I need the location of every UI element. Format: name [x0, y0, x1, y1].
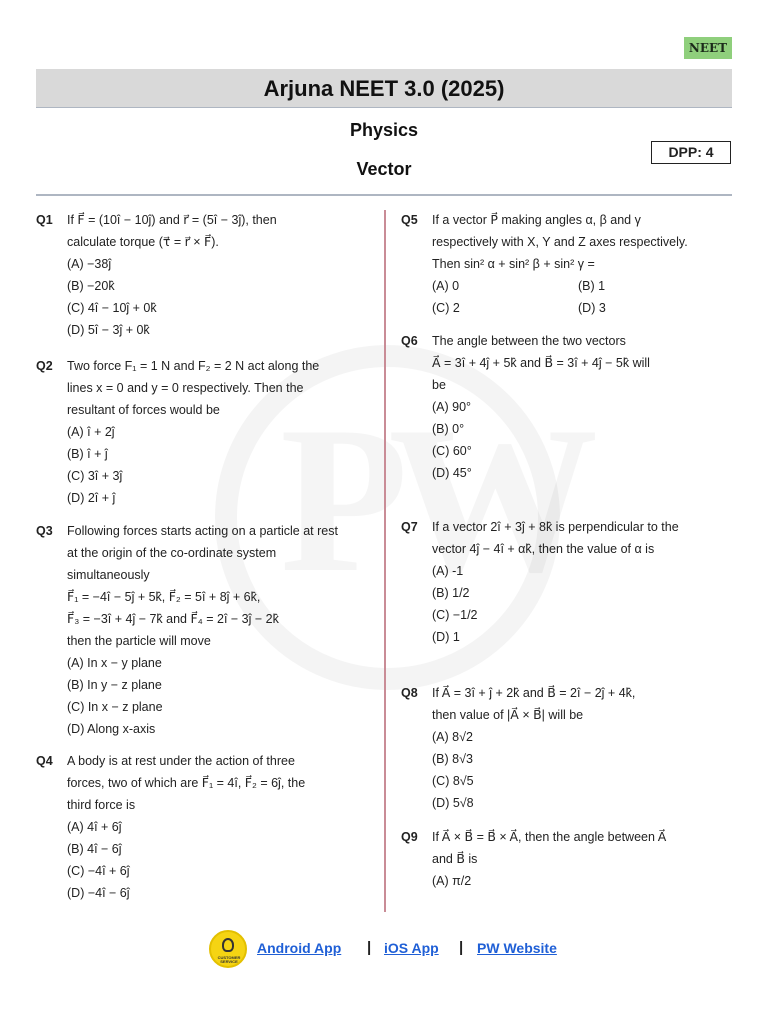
question-number: Q5 [401, 213, 418, 227]
question-text: If A⃗ = 3î + ĵ + 2k̂ and B⃗ = 2î − 2ĵ + 4k̂, [432, 686, 636, 700]
question-text: Following forces starts acting on a particle at rest [67, 524, 338, 538]
question-number: Q2 [36, 359, 53, 373]
question-text: The angle between the two vectors [432, 334, 626, 348]
question-text: F⃗₃ = −3î + 4ĵ − 7k̂ and F⃗₄ = 2î − 3ĵ − 2k̂ [67, 612, 279, 626]
option: (B) 1/2 [432, 586, 470, 600]
option: (B) î + ĵ [67, 447, 108, 461]
option: (B) −20k̂ [67, 279, 115, 293]
option: (B) In y − z plane [67, 678, 162, 692]
option: (D) 5√8 [432, 796, 474, 810]
option: (D) 3 [578, 301, 606, 315]
question-8 [401, 682, 635, 814]
pw-website-link[interactable]: PW Website [477, 940, 557, 956]
question-text: If A⃗ × B⃗ = B⃗ × A⃗, then the angle between A⃗ [432, 830, 667, 844]
option: (C) 4î − 10ĵ + 0k̂ [67, 301, 157, 315]
option: (C) 2 [432, 301, 460, 315]
question-text: and B⃗ is [432, 852, 478, 866]
option: (B) 8√3 [432, 752, 473, 766]
page-title: Arjuna NEET 3.0 (2025) [36, 69, 732, 108]
question-7 [401, 516, 679, 648]
question-text: resultant of forces would be [67, 403, 220, 417]
option: (A) π/2 [432, 874, 472, 888]
option: (A) 90° [432, 400, 472, 414]
question-number: Q6 [401, 334, 418, 348]
question-text: If F⃗ = (10î − 10ĵ) and r⃗ = (5î − 3ĵ), then [67, 213, 277, 227]
customer-service-icon[interactable]: CUSTOMER SERVICE [209, 930, 247, 968]
option: (D) −4î − 6ĵ [67, 886, 130, 900]
option: (D) 2î + ĵ [67, 491, 116, 505]
footer [0, 928, 768, 972]
question-1 [36, 209, 277, 341]
question-text: vector 4ĵ − 4î + αk̂, then the value of α is [432, 542, 655, 556]
option: (A) 8√2 [432, 730, 473, 744]
question-3 [36, 520, 338, 740]
option: (B) 1 [578, 279, 606, 293]
option: (D) Along x-axis [67, 722, 156, 736]
question-text: F⃗₁ = −4î − 5ĵ + 5k̂, F⃗₂ = 5î + 8ĵ + 6k̂, [67, 590, 261, 604]
separator: | [459, 939, 464, 956]
question-text: Then sin² α + sin² β + sin² γ = [432, 257, 595, 271]
chapter-heading: Vector [356, 159, 412, 179]
question-2 [36, 355, 319, 509]
question-5 [401, 209, 724, 319]
option: (A) -1 [432, 564, 464, 578]
question-text: Two force F₁ = 1 N and F₂ = 2 N act along the [67, 359, 320, 373]
question-text: lines x = 0 and y = 0 respectively. Then the [67, 381, 304, 395]
question-number: Q8 [401, 686, 418, 700]
option: (C) 60° [432, 444, 472, 458]
question-text: forces, two of which are F⃗₁ = 4î, F⃗₂ = 6ĵ, the [67, 776, 306, 790]
question-text: respectively with X, Y and Z axes respectively. [432, 235, 688, 249]
option: (A) 4î + 6ĵ [67, 820, 122, 834]
option: (A) î + 2ĵ [67, 425, 115, 439]
question-text: at the origin of the co-ordinate system [67, 546, 277, 560]
android-app-link[interactable]: Android App [257, 940, 342, 956]
option: (D) 1 [432, 630, 460, 644]
question-text: then value of |A⃗ × B⃗| will be [432, 708, 584, 722]
option: (B) 0° [432, 422, 465, 436]
question-text: If a vector 2î + 3ĵ + 8k̂ is perpendicular to the [432, 520, 679, 534]
question-number: Q9 [401, 830, 418, 844]
column-divider [384, 210, 386, 912]
option: (C) In x − z plane [67, 700, 163, 714]
question-text: be [432, 378, 446, 392]
option: (C) −1/2 [432, 608, 478, 622]
ios-app-link[interactable]: iOS App [384, 940, 439, 956]
header-divider [36, 194, 732, 196]
exam-badge: NEET [684, 37, 732, 59]
question-text: third force is [67, 798, 136, 812]
question-text: A⃗ = 3î + 4ĵ + 5k̂ and B⃗ = 3î + 4ĵ − 5k̂ will [432, 356, 650, 370]
option: (C) −4î + 6ĵ [67, 864, 130, 878]
separator: | [367, 939, 372, 956]
question-number: Q3 [36, 524, 53, 538]
question-number: Q4 [36, 754, 53, 768]
option: (A) In x − y plane [67, 656, 162, 670]
question-4 [36, 750, 305, 904]
question-text: then the particle will move [67, 634, 211, 648]
option: (A) −38ĵ [67, 257, 112, 271]
question-number: Q7 [401, 520, 418, 534]
dpp-label: DPP: 4 [651, 141, 731, 164]
option: (C) 8√5 [432, 774, 474, 788]
option: (A) 0 [432, 279, 460, 293]
question-6 [401, 330, 650, 484]
question-text: If a vector P⃗ making angles α, β and γ [432, 213, 641, 227]
question-9 [401, 826, 666, 892]
question-text: simultaneously [67, 568, 150, 582]
option: (B) 4î − 6ĵ [67, 842, 122, 856]
subject-heading: Physics [349, 120, 419, 140]
question-text: A body is at rest under the action of three [67, 754, 295, 768]
option: (D) 45° [432, 466, 472, 480]
question-text: calculate torque (τ⃗ = r⃗ × F⃗). [67, 235, 219, 249]
option: (C) 3î + 3ĵ [67, 469, 123, 483]
question-number: Q1 [36, 213, 53, 227]
option: (D) 5î − 3ĵ + 0k̂ [67, 323, 150, 337]
